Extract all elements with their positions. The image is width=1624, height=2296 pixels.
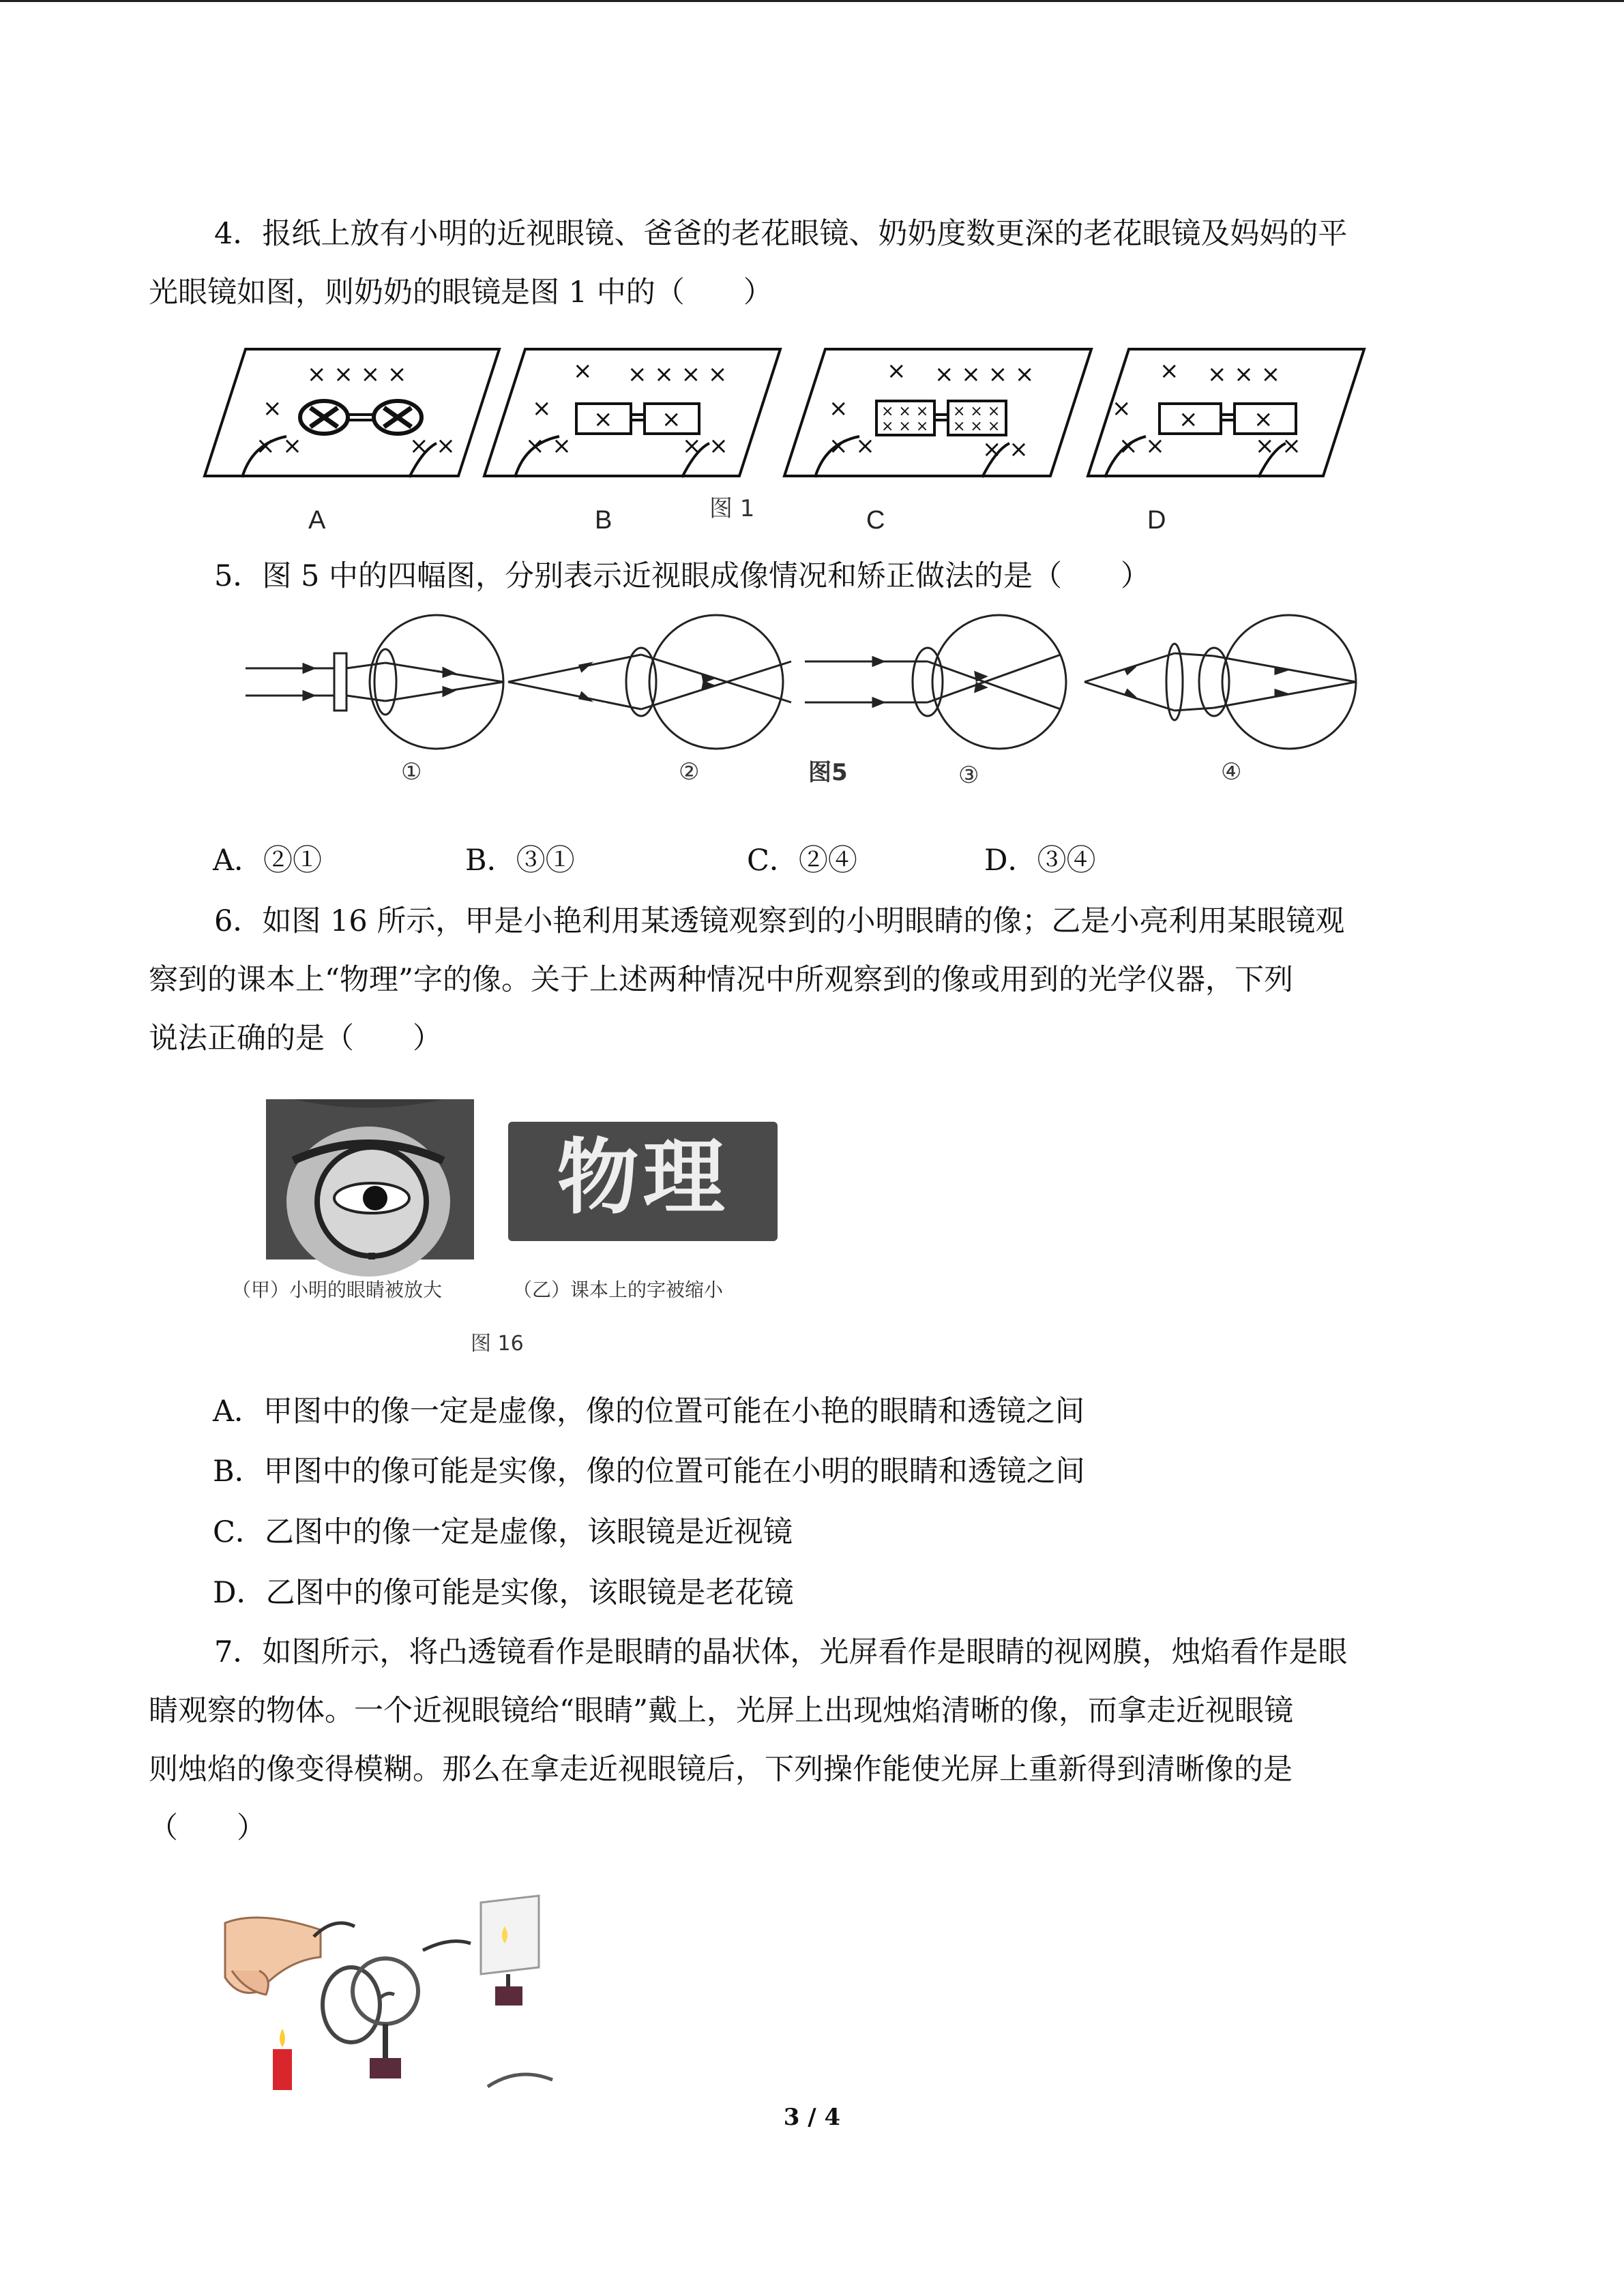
svg-text:×: × — [1112, 395, 1132, 422]
figure-1-caption: 图 1 — [709, 495, 755, 522]
question-6-option-a: A．甲图中的像一定是虚像，像的位置可能在小艳的眼睛和透镜之间 — [213, 1395, 1085, 1429]
figure-1-label-a: A — [308, 506, 326, 535]
eye-diagram-number-3: ③ — [958, 762, 979, 789]
svg-text:×: × — [887, 357, 906, 385]
svg-text:×: × — [1254, 406, 1273, 433]
eye-diagram-number-2: ② — [679, 758, 700, 786]
question-4-line-2: 光眼镜如图，则奶奶的眼镜是图 1 中的（ ） — [149, 275, 773, 310]
figure-1-panel-b — [484, 349, 780, 477]
figure-16-photo-yi-text: 物理 — [557, 1131, 729, 1225]
question-5-option-d: D．③④ — [984, 844, 1096, 878]
figure-5-caption: 图5 — [808, 759, 848, 786]
eye-diagram-3 — [805, 615, 1066, 749]
question-7-line-3: 则烛焰的像变得模糊。那么在拿走近视眼镜后，下列操作能使光屏上重新得到清晰像的是 — [149, 1753, 1293, 1787]
svg-text:×: × — [829, 395, 848, 422]
question-6-option-c: C．乙图中的像一定是虚像，该眼镜是近视镜 — [213, 1515, 793, 1549]
svg-text:× × ×: × × × — [1207, 361, 1281, 388]
question-7-line-2: 睛观察的物体。一个近视眼镜给“眼睛”戴上，光屏上出现烛焰清晰的像，而拿走近视眼镜 — [149, 1694, 1293, 1728]
figure-16-photo-jia — [266, 1099, 474, 1259]
svg-text:× × ×: × × × — [881, 418, 929, 435]
svg-text:× ×: × × — [1119, 432, 1165, 460]
eye-diagram-4 — [1084, 615, 1356, 749]
svg-text:× × × ×: × × × × — [628, 361, 728, 388]
svg-text:× × ×: × × × — [881, 403, 929, 420]
figure-16-caption: 图 16 — [471, 1332, 524, 1356]
question-4-line-1: 4．报纸上放有小明的近视眼镜、爸爸的老花眼镜、奶奶度数更深的老花眼镜及妈妈的平 — [214, 217, 1348, 251]
svg-text:× × ×: × × × — [953, 418, 1001, 435]
question-7-stem — [149, 1623, 1479, 1858]
svg-text:× × × ×: × × × × — [307, 361, 407, 388]
figure-1-panel-d — [1088, 349, 1364, 477]
question-6-line-3: 说法正确的是（ ） — [149, 1022, 442, 1056]
svg-text:×: × — [532, 395, 552, 422]
question-4-stem — [149, 205, 1479, 322]
page-number: 3 / 4 — [783, 2104, 841, 2131]
figure-1-label-b: B — [595, 506, 612, 535]
question-6-option-d: D．乙图中的像可能是实像，该眼镜是老花镜 — [213, 1576, 794, 1610]
question-6-stem — [149, 892, 1479, 1068]
svg-text:×: × — [1179, 406, 1198, 433]
eye-diagram-1 — [246, 615, 503, 749]
svg-text:×: × — [1160, 357, 1179, 385]
figure-1-label-d: D — [1147, 506, 1166, 535]
question-5-option-a: A．②① — [213, 844, 323, 878]
eye-diagram-number-4: ④ — [1221, 758, 1242, 786]
figure-1-glasses-on-newspaper — [205, 341, 1364, 498]
svg-text:× ×: × × — [409, 432, 456, 460]
question-7-line-4: （ ） — [149, 1811, 266, 1845]
question-5-option-c: C．②④ — [747, 844, 857, 878]
question-7-line-1: 7．如图所示，将凸透镜看作是眼睛的晶状体，光屏看作是眼睛的视网膜，烛焰看作是眼 — [214, 1635, 1348, 1669]
svg-text:× ×: × × — [1255, 432, 1301, 460]
question-6-line-2: 察到的课本上“物理”字的像。关于上述两种情况中所观察到的像或用到的光学仪器，下列 — [149, 963, 1293, 997]
page-top-border — [0, 0, 1624, 2]
eye-diagram-number-1: ① — [401, 758, 422, 786]
figure-1-panel-a — [205, 349, 499, 477]
figure-16-caption-right: （乙）课本上的字被缩小 — [513, 1279, 724, 1301]
question-7-illustration — [218, 1896, 566, 2100]
svg-text:×: × — [573, 357, 593, 385]
svg-text:×: × — [263, 395, 282, 422]
figure-1-label-c: C — [866, 506, 885, 535]
svg-text:× × × ×: × × × × — [934, 361, 1035, 388]
svg-text:× ×: × × — [256, 432, 302, 460]
question-5-stem — [149, 547, 1479, 606]
svg-text:× ×: × × — [982, 436, 1029, 463]
svg-text:×: × — [662, 406, 681, 433]
svg-text:× × ×: × × × — [953, 403, 1001, 420]
svg-text:×: × — [593, 406, 613, 433]
figure-1-panel-c — [784, 349, 1091, 477]
question-6-line-1: 6．如图 16 所示，甲是小艳利用某透镜观察到的小明眼睛的像；乙是小亮利用某眼镜观 — [214, 904, 1345, 938]
svg-text:× ×: × × — [682, 432, 728, 460]
question-6-option-b: B．甲图中的像可能是实像，像的位置可能在小明的眼睛和透镜之间 — [213, 1455, 1085, 1489]
figure-16-caption-left: （甲）小明的眼睛被放大 — [232, 1279, 443, 1301]
figure-5-eye-diagrams — [239, 614, 1364, 764]
svg-text:× ×: × × — [525, 432, 572, 460]
eye-diagram-2 — [508, 615, 791, 749]
question-5-line-1: 5．图 5 中的四幅图，分别表示近视眼成像情况和矫正做法的是（ ） — [214, 559, 1151, 593]
svg-text:× ×: × × — [829, 432, 875, 460]
figure-16-photo-yi — [508, 1122, 778, 1241]
question-5-option-b: B．③① — [465, 844, 575, 878]
